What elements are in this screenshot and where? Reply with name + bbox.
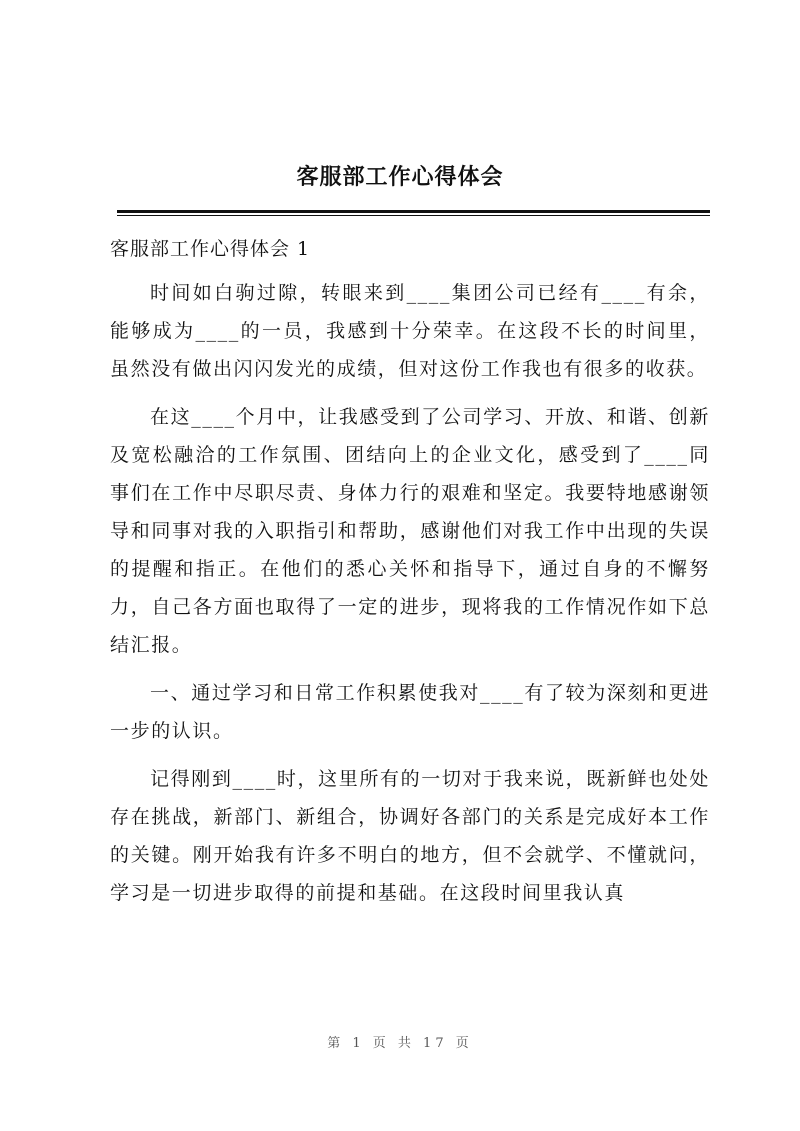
paragraph-4: 记得刚到____时，这里所有的一切对于我来说，既新鲜也处处存在挑战，新部门、新组合，协调好各部门的关系是完成好本工作的关键。刚开始我有许多不明白的地方，但不会就学、不懂就问，学习是一切进步取得的前提和基础。在这段时间里我认真 bbox=[110, 768, 710, 904]
paragraph-2: 在这____个月中，让我感受到了公司学习、开放、和谐、创新及宽松融洽的工作氛围、团结向上的企业文化，感受到了____同事们在工作中尽职尽责、身体力行的艰难和坚定。我要特地感谢领导和同事对我的入职指引和帮助，感谢他们对我工作中出现的失误的提醒和指正。在他们的悉心关怀和指导下，通过自身的不懈努力，自己各方面也取得了一定的进步，现将我的工作情况作如下总结汇报。 bbox=[110, 406, 710, 656]
paragraph-1: 时间如白驹过隙，转眼来到____集团公司已经有____有余，能够成为____的一员，我感到十分荣幸。在这段不长的时间里，虽然没有做出闪闪发光的成绩，但对这份工作我也有很多的收获。 bbox=[110, 282, 710, 380]
title-divider-thick bbox=[117, 210, 710, 213]
section-heading: 客服部工作心得体会 1 bbox=[110, 238, 311, 260]
document-title: 客服部工作心得体会 bbox=[296, 164, 504, 190]
paragraph-3: 一、通过学习和日常工作积累使我对____有了较为深刻和更进一步的认识。 bbox=[110, 682, 710, 742]
title-divider-thin bbox=[117, 215, 710, 216]
document-body bbox=[110, 234, 710, 922]
page-number-footer: 第 1 页 共 17 页 bbox=[327, 1036, 473, 1051]
